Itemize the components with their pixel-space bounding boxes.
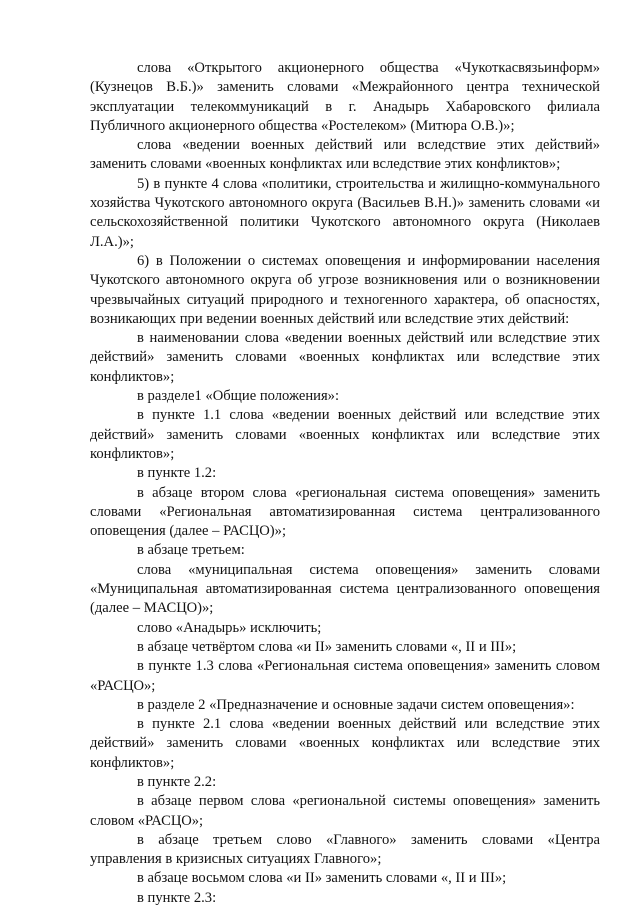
paragraph-6: в разделе1 «Общие положения»: <box>137 388 340 405</box>
paragraph-13: в абзаце четвёртом слова «и II» заменить словами «, II и III»; <box>137 638 517 655</box>
paragraph-15: в разделе 2 «Предназначение и основные задачи систем оповещения»: <box>137 696 575 713</box>
paragraph-10: в абзаце третьем: <box>137 542 245 559</box>
document-page <box>90 59 600 908</box>
paragraph-3: 5) в пункте 4 слова «политики, строительства и жилищно-коммунального хозяйства Чукотского автономного округа (Васильев В.Н.)» заменить словами «и сельскохозяйственной политики Чукотского автономного округа (Николаев Л.А.)»; <box>90 175 600 250</box>
paragraph-1: слова «Открытого акционерного общества «Чукоткасвязьинформ» (Кузнецов В.Б.)» заменить словами «Межрайонного центра технической эксплуатации телекоммуникаций в г. Анадырь Хабаровского филиала Публичного акционерного общества «Ростелеком» (Митюра О.В.)»; <box>90 60 600 134</box>
paragraph-9: в абзаце втором слова «региональная система оповещения» заменить словами «Региональная автоматизированная система централизованного оповещения (далее – РАСЦО)»; <box>90 484 600 540</box>
paragraph-11: слова «муниципальная система оповещения» заменить словами «Муниципальная автоматизированная система централизованного оповещения (далее – МАСЦО)»; <box>90 561 600 617</box>
paragraph-14: в пункте 1.3 слова «Региональная система оповещения» заменить словом «РАСЦО»; <box>90 658 600 694</box>
paragraph-18: в абзаце первом слова «региональной системы оповещения» заменить словом «РАСЦО»; <box>90 793 600 829</box>
paragraph-20: в абзаце восьмом слова «и II» заменить словами «, II и III»; <box>137 870 507 887</box>
paragraph-21: в пункте 2.3: <box>137 889 217 906</box>
paragraph-19: в абзаце третьем слово «Главного» заменить словами «Центра управления в кризисных ситуациях Главного»; <box>90 831 600 868</box>
paragraph-12: слово «Анадырь» исключить; <box>137 619 322 636</box>
paragraph-2: слова «ведении военных действий или вследствие этих действий» заменить словами «военных конфликтах или вследствие этих конфликтов»; <box>90 137 600 173</box>
paragraph-17: в пункте 2.2: <box>137 773 217 790</box>
paragraph-7: в пункте 1.1 слова «ведении военных действий или вследствие этих действий» заменить словами «военных конфликтах или вследствие этих конфликтов»; <box>90 407 600 462</box>
paragraph-16: в пункте 2.1 слова «ведении военных действий или вследствие этих действий» заменить словами «военных конфликтах или вследствие этих конфликтов»; <box>90 716 600 771</box>
paragraph-4: 6) в Положении о системах оповещения и информировании населения Чукотского автономного округа об угрозе возникновения или о возникновении чрезвычайных ситуаций природного и техногенного характера, об опасностях, возникающих при ведении военных действий или вследствие этих действий: <box>90 252 600 327</box>
paragraph-8: в пункте 1.2: <box>137 465 217 482</box>
paragraph-5: в наименовании слова «ведении военных действий или вследствие этих действий» заменить словами «военных конфликтах или вследствие этих конфликтов»; <box>90 330 600 385</box>
